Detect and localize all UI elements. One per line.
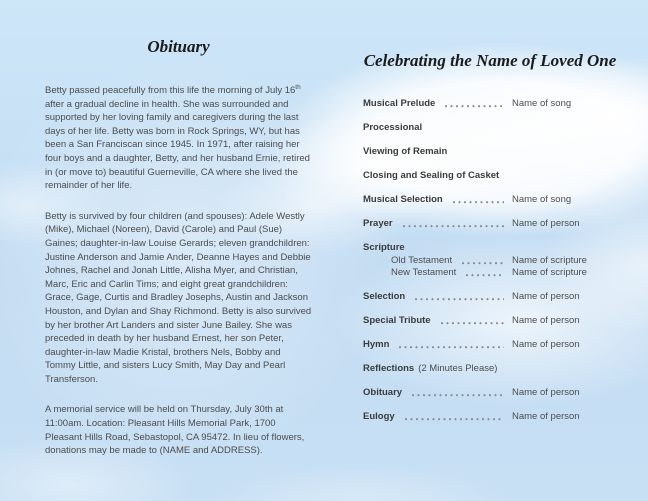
service-item-label: Old Testament — [391, 255, 453, 266]
dotted-leader — [441, 322, 504, 325]
order-of-service-page — [363, 50, 617, 435]
service-item-value: Name of song — [512, 194, 572, 205]
dotted-leader — [462, 262, 504, 265]
dotted-leader — [453, 201, 504, 204]
ordinal-superscript: th — [295, 83, 301, 91]
service-row-old-testament — [363, 255, 617, 266]
service-item-value: Name of scripture — [512, 267, 587, 278]
service-item-label: Viewing of Remain — [363, 146, 448, 157]
service-item-value: Name of person — [512, 339, 580, 350]
service-item-label: Obituary — [363, 387, 403, 398]
service-item-value: Name of person — [512, 291, 580, 302]
service-row-obituary — [363, 387, 617, 398]
service-item-value: Name of person — [512, 411, 580, 422]
service-item-label: Selection — [363, 291, 406, 302]
service-item-label: Processional — [363, 122, 423, 133]
service-item-label: Scripture — [363, 242, 405, 253]
dotted-leader — [415, 298, 504, 301]
obituary-paragraph-3: A memorial service will be held on Thursday, July 30th at 11:00am. Location: Pleasant Hills Memorial Park, 1700 Pleasant Hills Road, Sebastopol, CA 95472. In lieu of flowers, donations may be made to (NAME and ADDRESS). — [45, 404, 305, 457]
obituary-paragraph-2: Betty is survived by four children (and spouses): Adele Westly (Mike), Michael (Noreen), David (Carole) and Paul (Sue) Gaines; daughter-in-law Louise Gerards; eleven grandchildren: Justine Anderson and Jamie Ander, Deanne Hayes and Debbie Johnes, Rachel and Jonah Little, Alisha Myer, and Christian, Marc, Eric and Carlin Tims; and eight great grandchildren: Grace, Gage, Curtis and Bradley Josephs, Austin and Jackson Houston, and Dylan and Shay Richmond. Betty is also survived by her brother Art Landers and sister June Bailey. She was preceded in death by her husband Ernest, her son Peter, daughter-in-law Madie Kristal, brothers Nels, Bobby and Tommy Little, and sisters Lucy Smith, May Day and Pearl Transferson. — [45, 210, 312, 385]
dotted-leader — [403, 225, 504, 228]
service-row-viewing-of-remain — [363, 146, 617, 157]
obituary-paragraph-1 — [45, 84, 312, 193]
service-item-label: New Testament — [391, 267, 457, 278]
service-item-value: Name of person — [512, 218, 580, 229]
service-item-label: Hymn — [363, 339, 390, 350]
service-row-new-testament — [363, 267, 617, 278]
service-row-special-tribute — [363, 315, 617, 326]
service-item-value: Name of scripture — [512, 255, 587, 266]
service-item-value: Name of song — [512, 98, 572, 109]
service-row-closing-and-sealing — [363, 170, 617, 181]
service-row-eulogy — [363, 411, 617, 422]
service-item-label: Special Tribute — [363, 315, 431, 326]
dotted-leader — [399, 346, 504, 349]
dotted-leader — [405, 418, 504, 421]
service-row-selection — [363, 291, 617, 302]
service-item-label: Eulogy — [363, 411, 395, 422]
dotted-leader — [466, 274, 504, 277]
service-row-scripture — [363, 242, 617, 253]
dotted-leader — [412, 394, 504, 397]
service-row-hymn — [363, 339, 617, 350]
service-row-musical-selection — [363, 194, 617, 205]
service-item-label: Musical Selection — [363, 194, 443, 205]
dotted-leader — [445, 105, 504, 108]
service-row-prayer — [363, 218, 617, 229]
paragraph-text: after a gradual decline in health. She was surrounded and supported by her loving family and caregivers during the last days of her life. Betty was born in Rock Springs, WY, but has been a San Franciscan since 1945. In 1971, after raising her four boys and a daughter, Betty, and her husband Ernie, retired in (or move to) beautiful Guerneville, CA where she lived the remainder of her life. — [45, 98, 310, 192]
service-item-note: (2 Minutes Please) — [418, 363, 498, 374]
service-item-label: Prayer — [363, 218, 393, 229]
service-item-label: Musical Prelude — [363, 98, 436, 109]
service-row-processional — [363, 122, 617, 133]
service-row-reflections — [363, 363, 617, 374]
service-item-value: Name of person — [512, 315, 580, 326]
obituary-title: Obituary — [147, 37, 210, 56]
service-row-musical-prelude — [363, 98, 617, 109]
service-item-value: Name of person — [512, 387, 580, 398]
service-item-label: Closing and Sealing of Casket — [363, 170, 500, 181]
paragraph-text: Betty passed peacefully from this life the morning of July 16 — [45, 85, 296, 96]
service-item-label: Reflections — [363, 363, 415, 374]
service-title: Celebrating the Name of Loved One — [363, 51, 617, 70]
obituary-page — [45, 36, 312, 475]
